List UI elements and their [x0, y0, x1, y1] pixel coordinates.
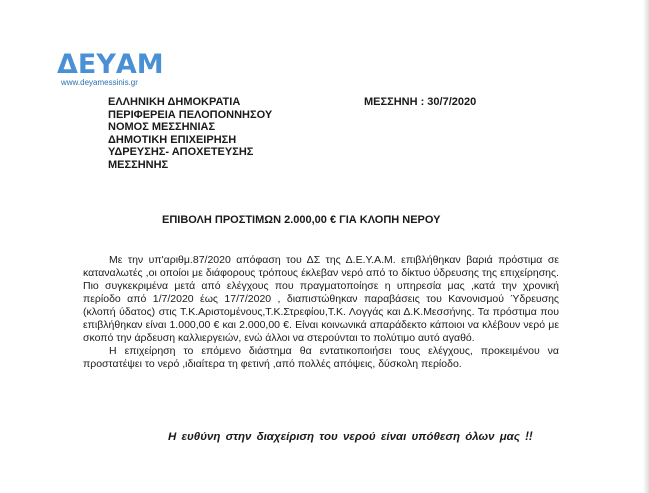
- page-edge-shadow: [643, 0, 649, 493]
- body-paragraph: Η επιχείρηση το επόμενο διάστημα θα εντατικοποιήσει τους ελέγχους, προκειμένου να προστατέψει το νερό ,ιδιαίτερα τη φετινή ,από πολλές απόψεις, δύσκολη περίοδο.: [83, 345, 559, 370]
- org-line: ΝΟΜΟΣ ΜΕΣΣΗΝΙΑΣ: [108, 121, 216, 133]
- document-title: ΕΠΙΒΟΛΗ ΠΡΟΣΤΙΜΩΝ 2.000,00 € ΓΙΑ ΚΛΟΠΗ ΝΕΡΟΥ: [162, 214, 441, 226]
- org-line: ΠΕΡΙΦΕΡΕΙΑ ΠΕΛΟΠΟΝΝΗΣΟΥ: [108, 108, 273, 121]
- org-line: ΜΕΣΣΗΝΗΣ: [108, 158, 169, 171]
- organization-header: [108, 96, 272, 171]
- org-line: ΔΗΜΟΤΙΚΗ ΕΠΙΧΕΙΡΗΣΗ: [108, 133, 237, 146]
- logo-wordmark: ΔΕΥΑΜ: [57, 49, 164, 80]
- logo-url: www.deyamessinis.gr: [61, 78, 138, 87]
- closing-statement: Η ευθύνη στην διαχείριση του νερού είναι υπόθεση όλων μας !!: [168, 431, 533, 443]
- org-line: ΥΔΡΕΥΣΗΣ- ΑΠΟΧΕΤΕΥΣΗΣ: [108, 146, 254, 158]
- document-date: ΜΕΣΣΗΝΗ : 30/7/2020: [364, 96, 477, 108]
- document-body: [83, 254, 559, 371]
- deyam-logo: [57, 50, 177, 92]
- body-paragraph: Με την υπ'αριθμ.87/2020 απόφαση του ΔΣ της Δ.Ε.Υ.Α.Μ. επιβλήθηκαν βαριά πρόστιμα σε καταναλωτές ,οι οποίοι με διάφορους τρόπους έκλεβαν νερό από το δίκτυο ύδρευσης της επιχείρησης. Πιο συγκεκριμένα μετά από ελέγχους που πραγματοποίησε η υπηρεσία μας ,κατά την χρονική περίοδο από 1/7/2020 έως 17/7/2020 , διαπιστώθηκαν παραβάσεις του Κανονισμού Ύδρευσης (κλοπή ύδατος) στις Τ.Κ.Αριστομένους,Τ.Κ.Στρεφίου,Τ.Κ. Λογγάς και Δ.Κ.Μεσσήνης. Τα πρόστιμα που επιβλήθηκαν είναι 1.000,00 € και 2.000,00 €. Είναι κοινωνικά απαράδεκτο κάποιοι να κλέβουν νερό με σκοπό την άρδευση καλλιεργειών, ενώ άλλοι να στερούνται το πολύτιμο αυτό αγαθό.: [83, 254, 559, 344]
- org-line: ΕΛΛΗΝΙΚΗ ΔΗΜΟΚΡΑΤΙΑ: [108, 96, 241, 108]
